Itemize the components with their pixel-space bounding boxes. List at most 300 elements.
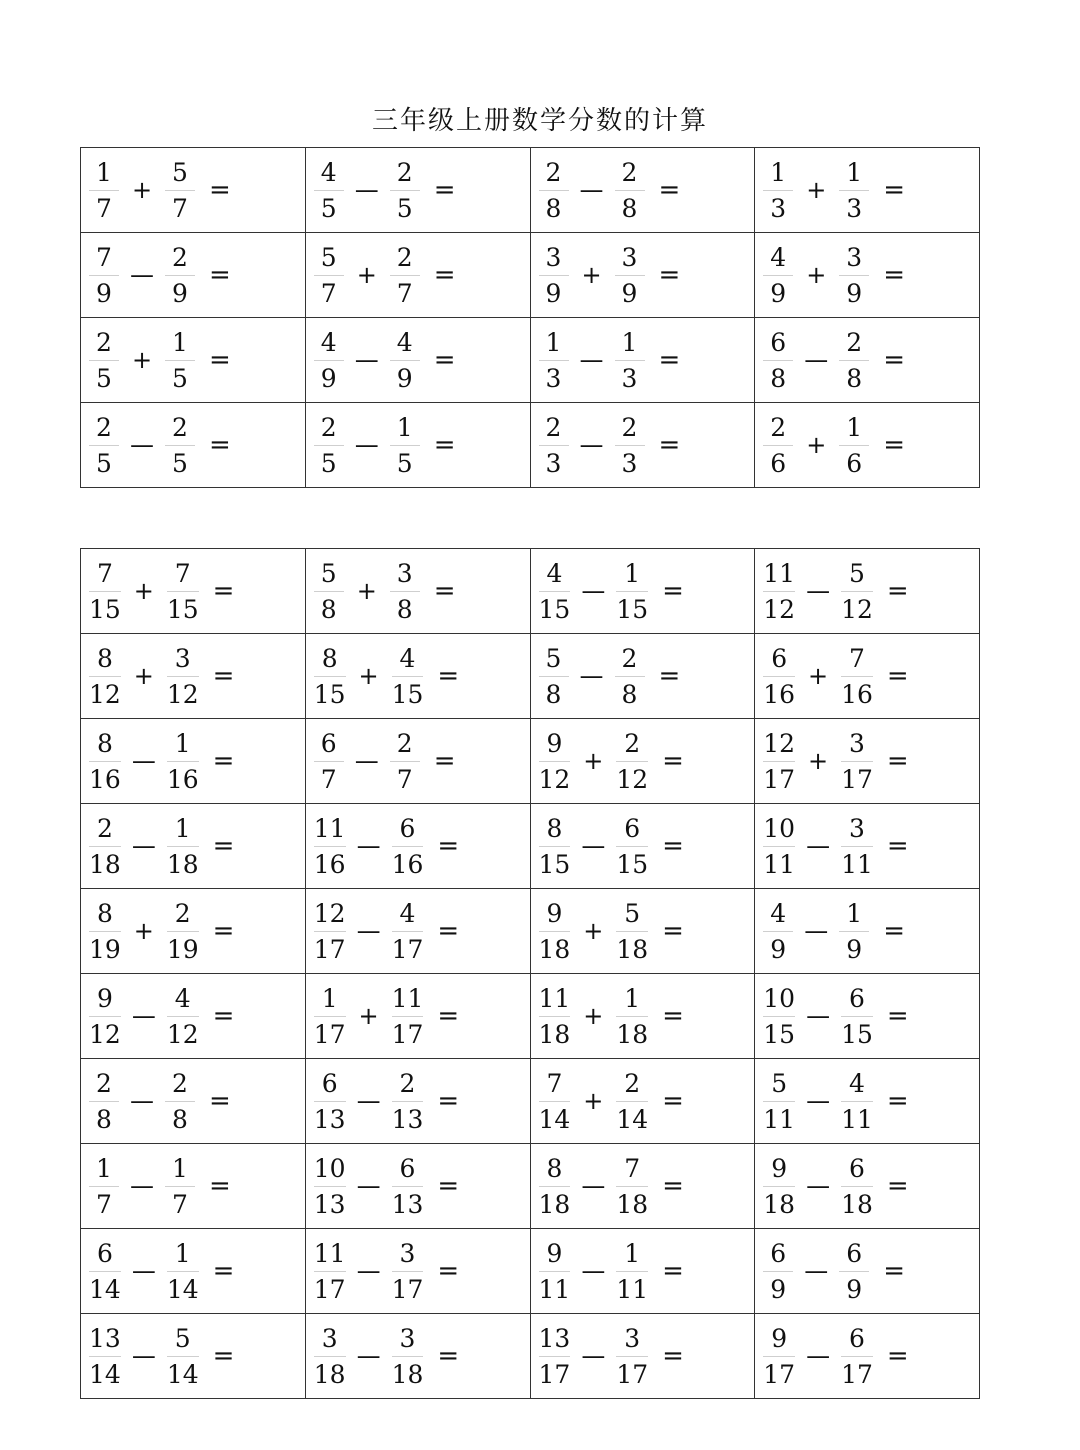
numerator: 8 xyxy=(96,898,113,928)
denominator: 8 xyxy=(96,1104,112,1134)
operator: — xyxy=(130,431,154,459)
numerator: 5 xyxy=(849,558,865,588)
fraction-expression xyxy=(314,233,530,317)
numerator: 2 xyxy=(545,157,562,187)
equals-sign: = xyxy=(662,831,684,861)
fraction xyxy=(391,1238,424,1304)
operator: — xyxy=(354,747,379,775)
denominator: 17 xyxy=(391,934,424,964)
denominator: 17 xyxy=(313,1019,346,1049)
problem-cell xyxy=(81,974,306,1059)
operator: — xyxy=(356,1257,381,1285)
numerator: 6 xyxy=(846,1238,863,1268)
fraction-expression xyxy=(763,889,979,973)
fraction-expression xyxy=(89,804,305,888)
numerator: 12 xyxy=(763,728,796,758)
problem-cell xyxy=(81,1144,306,1229)
operator: — xyxy=(131,747,156,775)
problem-cell xyxy=(81,889,306,974)
operator: + xyxy=(356,261,377,289)
denominator: 15 xyxy=(166,594,199,624)
numerator: 3 xyxy=(399,1238,416,1268)
fraction xyxy=(166,643,199,709)
numerator: 3 xyxy=(846,242,863,272)
operator: — xyxy=(356,832,381,860)
denominator: 17 xyxy=(841,1359,873,1389)
numerator: 5 xyxy=(320,242,337,272)
denominator: 12 xyxy=(166,1019,199,1049)
numerator: 4 xyxy=(546,558,563,588)
fraction xyxy=(539,327,569,393)
fraction-expression xyxy=(314,804,530,888)
fraction-expression xyxy=(539,148,755,232)
denominator: 8 xyxy=(621,679,638,709)
problem-cell xyxy=(530,1314,755,1399)
problem-cell xyxy=(755,719,980,804)
fraction xyxy=(763,898,793,964)
fraction xyxy=(616,1323,649,1389)
equals-sign: = xyxy=(662,916,684,946)
fraction-expression xyxy=(314,1314,530,1398)
fraction xyxy=(391,1068,424,1134)
numerator: 6 xyxy=(321,1068,338,1098)
denominator: 7 xyxy=(172,1189,188,1219)
equals-sign: = xyxy=(883,175,906,205)
numerator: 2 xyxy=(96,813,113,843)
numerator: 7 xyxy=(546,1068,563,1098)
fraction-expression xyxy=(89,1144,305,1228)
operator: — xyxy=(579,176,604,204)
numerator: 7 xyxy=(849,643,865,673)
denominator: 11 xyxy=(841,849,873,879)
denominator: 8 xyxy=(545,193,562,223)
denominator: 5 xyxy=(320,448,337,478)
equals-sign: = xyxy=(662,576,684,606)
operator: + xyxy=(133,917,154,945)
numerator: 8 xyxy=(546,1153,563,1183)
numerator: 6 xyxy=(849,983,865,1013)
fraction-expression xyxy=(314,148,530,232)
denominator: 15 xyxy=(841,1019,873,1049)
problem-cell xyxy=(305,549,530,634)
fraction-expression xyxy=(539,1059,755,1143)
numerator: 2 xyxy=(621,412,638,442)
problem-cell xyxy=(755,1314,980,1399)
fraction xyxy=(841,558,873,624)
denominator: 9 xyxy=(770,934,787,964)
equals-sign: = xyxy=(433,576,456,606)
numerator: 2 xyxy=(396,728,413,758)
fraction xyxy=(538,813,571,879)
numerator: 12 xyxy=(313,898,346,928)
equals-sign: = xyxy=(662,746,684,776)
numerator: 1 xyxy=(321,983,338,1013)
denominator: 7 xyxy=(172,193,188,223)
fraction-expression xyxy=(89,719,305,803)
numerator: 2 xyxy=(172,242,188,272)
numerator: 9 xyxy=(771,1323,788,1353)
fraction xyxy=(763,412,793,478)
operator: + xyxy=(131,346,153,374)
fraction xyxy=(89,157,119,223)
denominator: 7 xyxy=(320,764,337,794)
numerator: 2 xyxy=(172,1068,188,1098)
numerator: 6 xyxy=(399,813,416,843)
fraction-expression xyxy=(539,889,755,973)
denominator: 5 xyxy=(172,448,188,478)
fraction-expression xyxy=(539,1314,755,1398)
fraction xyxy=(763,643,796,709)
worksheet-row xyxy=(81,1314,980,1399)
equals-sign: = xyxy=(437,1001,460,1031)
fraction xyxy=(839,157,869,223)
denominator: 15 xyxy=(538,594,571,624)
denominator: 6 xyxy=(846,448,863,478)
fraction xyxy=(313,1238,346,1304)
fraction xyxy=(390,728,420,794)
fraction xyxy=(616,898,649,964)
denominator: 5 xyxy=(172,363,188,393)
operator: — xyxy=(581,577,606,605)
equals-sign: = xyxy=(437,1171,460,1201)
numerator: 4 xyxy=(770,242,787,272)
denominator: 14 xyxy=(616,1104,649,1134)
operator: + xyxy=(806,431,827,459)
fraction xyxy=(313,1068,346,1134)
operator: — xyxy=(806,832,831,860)
numerator: 1 xyxy=(174,1238,191,1268)
denominator: 12 xyxy=(166,679,199,709)
denominator: 9 xyxy=(396,363,413,393)
denominator: 13 xyxy=(313,1104,346,1134)
denominator: 18 xyxy=(89,849,121,879)
fraction xyxy=(89,983,121,1049)
equals-sign: = xyxy=(433,430,456,460)
fraction xyxy=(391,983,424,1049)
denominator: 13 xyxy=(313,1189,346,1219)
fraction xyxy=(538,728,571,794)
problem-cell xyxy=(755,148,980,233)
problem-cell xyxy=(530,233,755,318)
operator: + xyxy=(808,747,829,775)
worksheet-table-1 xyxy=(80,147,980,488)
equals-sign: = xyxy=(886,576,909,606)
denominator: 12 xyxy=(841,594,873,624)
denominator: 12 xyxy=(89,1019,121,1049)
problem-cell xyxy=(755,403,980,488)
denominator: 18 xyxy=(313,1359,346,1389)
numerator: 11 xyxy=(538,983,571,1013)
denominator: 3 xyxy=(770,193,787,223)
fraction xyxy=(538,1153,571,1219)
problem-cell xyxy=(755,634,980,719)
fraction xyxy=(539,157,569,223)
equals-sign: = xyxy=(662,1086,684,1116)
denominator: 19 xyxy=(89,934,121,964)
operator: + xyxy=(581,261,602,289)
operator: — xyxy=(804,917,829,945)
fraction-expression xyxy=(763,549,979,633)
fraction xyxy=(841,1068,873,1134)
fraction xyxy=(165,412,195,478)
worksheet-row xyxy=(81,1229,980,1314)
numerator: 11 xyxy=(313,813,346,843)
denominator: 18 xyxy=(538,934,571,964)
numerator: 4 xyxy=(770,898,787,928)
operator: + xyxy=(133,577,154,605)
worksheet-row xyxy=(81,634,980,719)
numerator: 10 xyxy=(313,1153,346,1183)
problem-cell xyxy=(81,634,306,719)
operator: — xyxy=(579,431,604,459)
fraction xyxy=(763,1323,796,1389)
denominator: 8 xyxy=(320,594,337,624)
fraction xyxy=(763,157,793,223)
fraction xyxy=(615,412,645,478)
denominator: 9 xyxy=(96,278,112,308)
numerator: 1 xyxy=(174,813,191,843)
denominator: 14 xyxy=(166,1359,199,1389)
denominator: 15 xyxy=(391,679,424,709)
denominator: 11 xyxy=(763,849,796,879)
fraction xyxy=(166,898,199,964)
denominator: 7 xyxy=(96,1189,112,1219)
equals-sign: = xyxy=(662,1001,684,1031)
fraction xyxy=(616,1238,649,1304)
numerator: 1 xyxy=(545,327,562,357)
denominator: 16 xyxy=(391,849,424,879)
numerator: 1 xyxy=(396,412,413,442)
fraction xyxy=(391,1153,424,1219)
denominator: 8 xyxy=(770,363,787,393)
denominator: 12 xyxy=(89,679,121,709)
operator: + xyxy=(806,176,827,204)
problem-cell xyxy=(305,1059,530,1144)
fraction xyxy=(763,242,793,308)
numerator: 6 xyxy=(96,1238,113,1268)
problem-cell xyxy=(755,1059,980,1144)
denominator: 18 xyxy=(763,1189,796,1219)
equals-sign: = xyxy=(886,1001,909,1031)
fraction xyxy=(313,1153,346,1219)
fraction xyxy=(615,242,645,308)
equals-sign: = xyxy=(658,345,681,375)
denominator: 9 xyxy=(846,278,863,308)
numerator: 3 xyxy=(849,728,865,758)
fraction-expression xyxy=(89,148,305,232)
page-title: 三年级上册数学分数的计算 xyxy=(371,106,708,136)
fraction xyxy=(538,898,571,964)
problem-cell xyxy=(530,1144,755,1229)
problem-cell xyxy=(530,719,755,804)
problem-cell xyxy=(530,889,755,974)
fraction xyxy=(538,1323,571,1389)
denominator: 3 xyxy=(621,363,638,393)
operator: — xyxy=(131,832,156,860)
fraction xyxy=(616,983,649,1049)
worksheet-row xyxy=(81,403,980,488)
fraction xyxy=(390,412,420,478)
operator: — xyxy=(354,431,379,459)
numerator: 2 xyxy=(624,728,641,758)
fraction-expression xyxy=(763,1059,979,1143)
numerator: 2 xyxy=(172,412,188,442)
fraction-expression xyxy=(763,634,979,718)
numerator: 8 xyxy=(96,643,113,673)
fraction xyxy=(841,983,873,1049)
fraction xyxy=(89,327,119,393)
operator: — xyxy=(581,832,606,860)
fraction xyxy=(539,643,569,709)
fraction xyxy=(615,643,645,709)
denominator: 17 xyxy=(616,1359,649,1389)
denominator: 15 xyxy=(763,1019,796,1049)
numerator: 11 xyxy=(391,983,424,1013)
denominator: 5 xyxy=(320,193,337,223)
fraction-expression xyxy=(314,1144,530,1228)
problem-cell xyxy=(530,549,755,634)
fraction-expression xyxy=(763,233,979,317)
fraction xyxy=(763,327,793,393)
denominator: 9 xyxy=(320,363,337,393)
problem-cell xyxy=(305,318,530,403)
fraction-expression xyxy=(89,1229,305,1313)
fraction xyxy=(314,558,344,624)
fraction-expression xyxy=(763,1229,979,1313)
operator: — xyxy=(131,1257,156,1285)
denominator: 18 xyxy=(538,1189,571,1219)
problem-cell xyxy=(755,549,980,634)
numerator: 2 xyxy=(624,1068,641,1098)
operator: — xyxy=(131,1342,156,1370)
operator: — xyxy=(354,176,379,204)
equals-sign: = xyxy=(212,746,235,776)
denominator: 8 xyxy=(621,193,638,223)
numerator: 4 xyxy=(399,643,416,673)
equals-sign: = xyxy=(212,576,235,606)
denominator: 17 xyxy=(538,1359,571,1389)
fraction-expression xyxy=(89,318,305,402)
numerator: 3 xyxy=(399,1323,416,1353)
denominator: 8 xyxy=(172,1104,188,1134)
operator: — xyxy=(806,1087,831,1115)
fraction xyxy=(165,327,195,393)
equals-sign: = xyxy=(658,430,681,460)
equals-sign: = xyxy=(212,916,235,946)
fraction-expression xyxy=(539,1229,755,1313)
fraction-expression xyxy=(314,889,530,973)
numerator: 13 xyxy=(538,1323,571,1353)
numerator: 5 xyxy=(771,1068,788,1098)
fraction xyxy=(763,813,796,879)
numerator: 1 xyxy=(174,728,191,758)
equals-sign: = xyxy=(886,1171,909,1201)
problem-cell xyxy=(305,1314,530,1399)
operator: + xyxy=(808,662,829,690)
numerator: 1 xyxy=(624,558,641,588)
numerator: 8 xyxy=(321,643,338,673)
fraction-expression xyxy=(314,719,530,803)
operator: — xyxy=(806,1002,831,1030)
fraction xyxy=(391,898,424,964)
numerator: 2 xyxy=(96,327,112,357)
denominator: 13 xyxy=(391,1104,424,1134)
fraction xyxy=(314,157,344,223)
fraction xyxy=(165,242,195,308)
problem-cell xyxy=(81,318,306,403)
fraction xyxy=(538,558,571,624)
fraction xyxy=(763,728,796,794)
operator: + xyxy=(358,1002,379,1030)
fraction xyxy=(616,813,649,879)
fraction xyxy=(841,643,873,709)
equals-sign: = xyxy=(212,661,235,691)
fraction xyxy=(89,643,121,709)
problem-cell xyxy=(755,318,980,403)
problem-cell xyxy=(530,403,755,488)
problem-cell xyxy=(81,1059,306,1144)
operator: — xyxy=(130,261,154,289)
fraction xyxy=(89,898,121,964)
denominator: 11 xyxy=(616,1274,649,1304)
denominator: 18 xyxy=(391,1359,424,1389)
fraction xyxy=(616,1153,649,1219)
equals-sign: = xyxy=(658,260,681,290)
numerator: 2 xyxy=(396,157,413,187)
worksheet-row xyxy=(81,549,980,634)
problem-cell xyxy=(81,403,306,488)
fraction xyxy=(89,1238,121,1304)
problem-cell xyxy=(755,1144,980,1229)
numerator: 10 xyxy=(763,983,796,1013)
fraction xyxy=(841,728,873,794)
equals-sign: = xyxy=(209,175,231,205)
numerator: 2 xyxy=(770,412,787,442)
operator: + xyxy=(133,662,154,690)
denominator: 15 xyxy=(538,849,571,879)
denominator: 19 xyxy=(166,934,199,964)
problem-cell xyxy=(530,1059,755,1144)
denominator: 17 xyxy=(391,1019,424,1049)
equals-sign: = xyxy=(437,1256,460,1286)
problem-cell xyxy=(305,719,530,804)
operator: + xyxy=(358,662,379,690)
problem-cell xyxy=(81,233,306,318)
numerator: 3 xyxy=(624,1323,641,1353)
operator: — xyxy=(804,1257,829,1285)
problem-cell xyxy=(81,719,306,804)
denominator: 12 xyxy=(763,594,796,624)
equals-sign: = xyxy=(883,260,906,290)
fraction xyxy=(841,813,873,879)
fraction-expression xyxy=(314,1229,530,1313)
numerator: 7 xyxy=(624,1153,641,1183)
fraction xyxy=(390,327,420,393)
numerator: 6 xyxy=(320,728,337,758)
operator: — xyxy=(804,346,829,374)
fraction-expression xyxy=(314,403,530,487)
worksheet-table-2 xyxy=(80,548,980,1399)
equals-sign: = xyxy=(433,175,456,205)
fraction-expression xyxy=(539,233,755,317)
numerator: 3 xyxy=(545,242,562,272)
problem-cell xyxy=(305,1144,530,1229)
numerator: 1 xyxy=(846,898,863,928)
denominator: 11 xyxy=(538,1274,571,1304)
operator: + xyxy=(356,577,377,605)
denominator: 9 xyxy=(621,278,638,308)
fraction xyxy=(314,242,344,308)
